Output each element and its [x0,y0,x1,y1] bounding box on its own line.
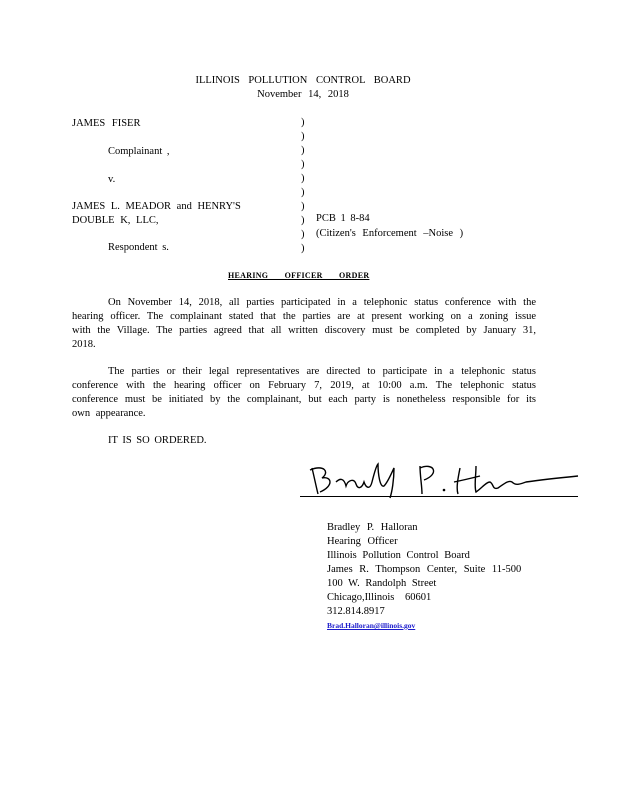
signature-line [300,496,578,497]
paren: ) [301,173,305,184]
phone-number: 312.814.8917 [327,606,385,617]
paren: ) [301,229,305,240]
address-line-2: 100 W. Randolph Street [327,578,437,589]
paragraph-2: The parties or their legal representatives are directed to participate in a telephonic status conference with the hearing officer on February 7, 2019, at 10:00 a.m. The telephonic status conference must be initiated by the complainant, but each party is nonetheless responsible for its own appearance. [72,366,536,419]
versus: v. [108,174,116,185]
case-type: (Citizen's Enforcement –Noise ) [316,228,464,239]
caption-parentheses [301,116,305,256]
order-title: HEARING OFFICER ORDER [228,271,370,280]
order-date: November 14, 2018 [257,89,349,100]
respondent-line-2: DOUBLE K, LLC, [72,215,159,226]
paren: ) [301,117,305,128]
email-link[interactable]: Brad.Halloran@illinois.gov [327,621,416,630]
case-number: PCB 1 8-84 [316,213,370,224]
signer-name: Bradley P. Halloran [327,522,418,533]
address-city: Chicago,Illinois 60601 [327,592,432,603]
paren: ) [301,159,305,170]
respondent-line-1: JAMES L. MEADOR and HENRY'S [72,201,241,212]
complainant-role: Complainant , [108,146,170,157]
handwritten-signature [300,460,580,500]
paren: ) [301,215,305,226]
paren: ) [301,201,305,212]
address-line-1: James R. Thompson Center, Suite 11-500 [327,564,522,575]
signer-title: Hearing Officer [327,536,398,547]
complainant-name: JAMES FISER [72,118,141,129]
signer-organization: Illinois Pollution Control Board [327,550,470,561]
paren: ) [301,131,305,142]
paren: ) [301,187,305,198]
paren: ) [301,145,305,156]
board-name: ILLINOIS POLLUTION CONTROL BOARD [195,75,411,86]
closing-statement: IT IS SO ORDERED. [108,435,207,446]
paragraph-1: On November 14, 2018, all parties participated in a telephonic status conference with the hearing officer. The complainant stated that the parties are at present working on a zoning issue with the Village. The parties agreed that all written discovery must be completed by January 31, 2018. [72,297,536,350]
paren: ) [301,243,305,254]
respondent-role: Respondent s. [108,242,169,253]
